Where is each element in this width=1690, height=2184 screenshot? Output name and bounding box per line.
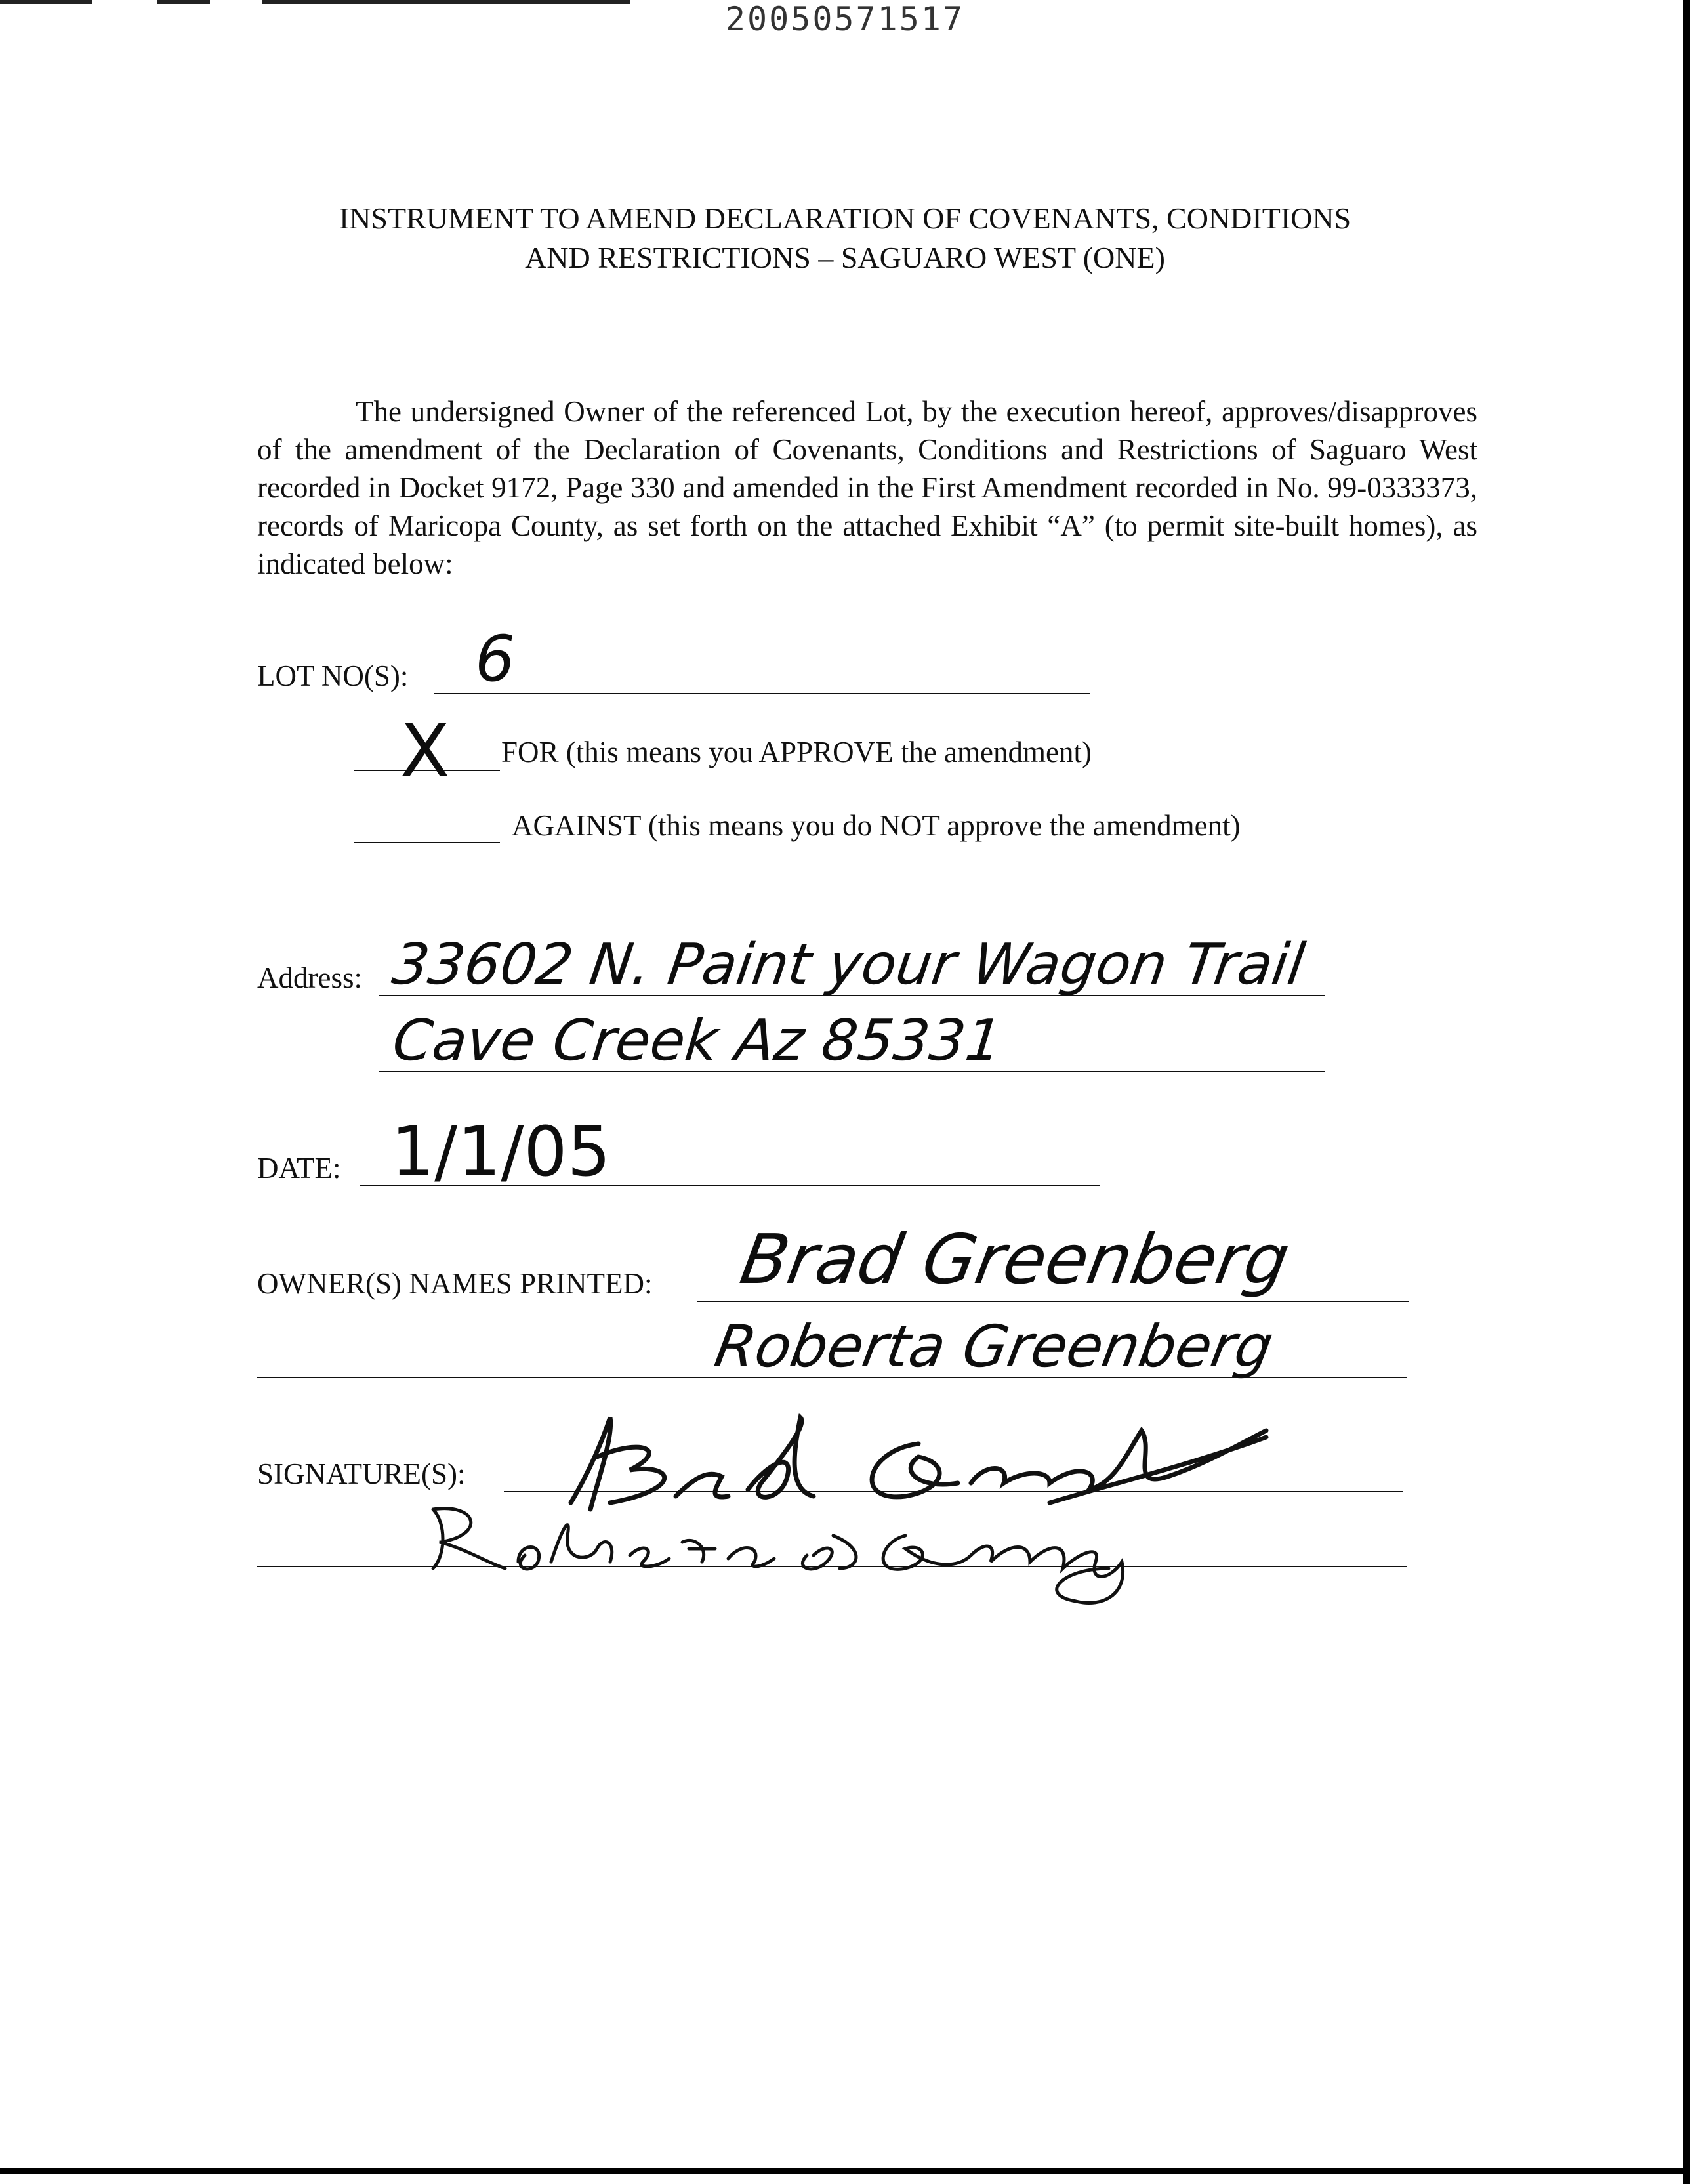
address-line-1-handwritten: 33602 N. Paint your Wagon Trail	[388, 932, 1309, 998]
owner-name-1-rule	[697, 1301, 1409, 1302]
owners-label: OWNER(S) NAMES PRINTED:	[257, 1267, 653, 1300]
signatures-label: SIGNATURE(S):	[257, 1458, 466, 1490]
intro-text: The undersigned Owner of the referenced Lot, by the execution hereof, approves/disapproves of the amendment of the Declaration of Covenants, Conditions and Restrictions of Saguaro West recorded in Docket 9172, Page 330 and amended in the First Amendment recorded in No. 99-0333373, records of Maricopa County, as set forth on the attached Exhibit “A” (to permit site-built homes), as indicated below:	[257, 395, 1477, 580]
lot-value: 6	[475, 622, 516, 696]
against-option-label: AGAINST (this means you do NOT approve the amendment)	[512, 809, 1241, 842]
for-option-label: FOR (this means you APPROVE the amendment)	[501, 736, 1092, 768]
against-checkbox-line	[354, 842, 500, 843]
document-number: 20050571517	[725, 0, 965, 38]
intro-paragraph	[257, 392, 1477, 583]
address-label: Address:	[257, 961, 362, 994]
date-value-handwritten: 1/1/05	[391, 1112, 611, 1192]
address-line-2-handwritten: Cave Creek Az 85331	[390, 1008, 1005, 1074]
lot-field-line	[434, 693, 1090, 694]
document-title-line-1: INSTRUMENT TO AMEND DECLARATION OF COVENANTS, CONDITIONS	[339, 201, 1351, 235]
signature-2-handwritten	[407, 1496, 1181, 1614]
date-label: DATE:	[257, 1152, 341, 1185]
scan-bottom-edge	[0, 2168, 1690, 2174]
owner-name-2-handwritten: Roberta Greenberg	[710, 1312, 1279, 1380]
for-mark: X	[400, 709, 450, 793]
document-title-line-2: AND RESTRICTIONS – SAGUARO WEST (ONE)	[525, 241, 1165, 274]
owner-name-1-handwritten: Brad Greenberg	[735, 1219, 1296, 1299]
lot-label: LOT NO(S):	[257, 660, 409, 692]
scan-right-edge	[1683, 0, 1690, 2184]
